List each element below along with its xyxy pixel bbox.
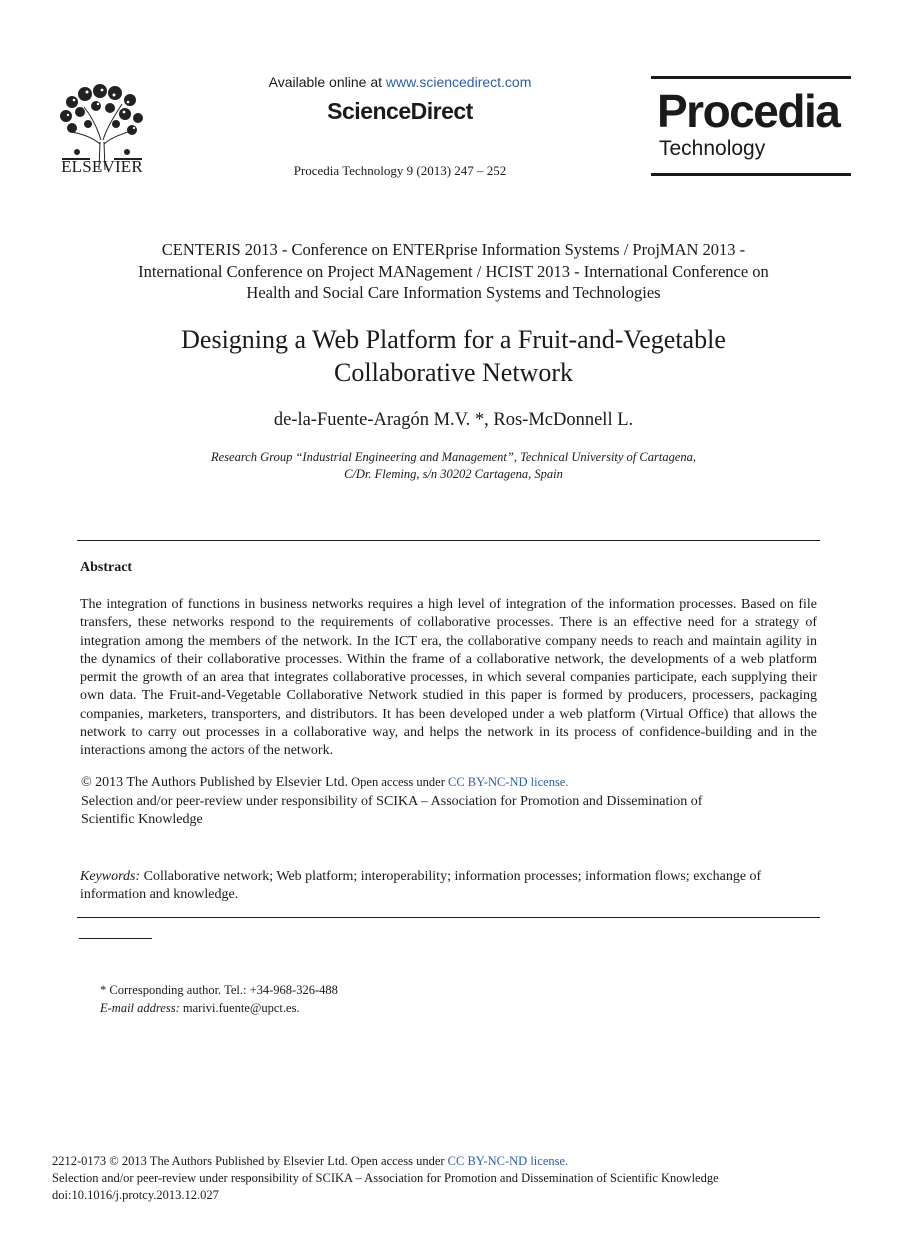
conference-block <box>60 239 847 304</box>
copyright-block <box>81 773 818 830</box>
footer-license-link[interactable]: CC BY-NC-ND license. <box>447 1154 569 1168</box>
paper-title <box>60 323 847 389</box>
corresponding-author: * Corresponding author. Tel.: +34-968-326-488 <box>100 983 338 997</box>
issn-text: 2212-0173 © 2013 The Authors Published by Elsevier Ltd. Open access under <box>52 1154 448 1168</box>
journal-logo-bottom-rule <box>651 173 851 176</box>
email-line <box>100 1000 700 1018</box>
copyright-main: © 2013 The Authors Published by Elsevier Ltd. <box>81 775 349 790</box>
title-line: Collaborative Network <box>334 358 573 387</box>
journal-logo-top-rule <box>651 76 851 79</box>
authors: de-la-Fuente-Aragón M.V. *, Ros-McDonnell L. <box>273 410 634 430</box>
peer-review-line: Scientific Knowledge <box>81 812 203 827</box>
issn-line <box>52 1153 872 1170</box>
bottom-divider <box>77 917 820 918</box>
availability-line <box>200 74 600 90</box>
journal-logo <box>651 76 851 176</box>
email-value: marivi.fuente@upct.es. <box>179 1000 300 1015</box>
footnote-rule <box>79 938 152 939</box>
platform-name: ScienceDirect <box>327 98 473 124</box>
conference-line: Health and Social Care Information Systems and Technologies <box>246 283 661 302</box>
affiliation-line: C/Dr. Fleming, s/n 30202 Cartagena, Spain <box>344 467 563 481</box>
email-label: E-mail address: <box>100 1000 180 1015</box>
affiliation <box>60 449 847 483</box>
title-line: Designing a Web Platform for a Fruit-and-Vegetable <box>181 325 726 354</box>
page-footer <box>52 1153 872 1204</box>
license-link[interactable]: CC BY-NC-ND license. <box>448 775 569 789</box>
keywords-text: Collaborative network; Web platform; interoperability; information processes; information flows; exchange of information and knowledge. <box>80 869 762 902</box>
affiliation-line: Research Group “Industrial Engineering and Management”, Technical University of Cartagena, <box>210 450 697 464</box>
footnote <box>100 982 700 1017</box>
availability-prefix: Available online at <box>268 74 386 90</box>
publisher-logo-text: ELSEVIER <box>61 157 143 176</box>
abstract-text: The integration of functions in business networks requires a high level of integration of the information processes. Based on file transfers, these networks respond to the requirements of collaborative processes. There is an effective need for a strategy of integration among the members of the network. In the ICT era, the collaborative company needs to reach and maintain agility in the dynamics of their collaborative processes. Within the frame of a collaborative network, the developments of a web platform permit the growth of an area that integrates collaborative processes, in which several companies participate, each supplying their own data. The Fruit-and-Vegetable Collaborative Network studied in this paper is formed by producers, processers, packaging companies, marketers, transporters, and distributors. It has been developed under a web platform (Virtual Office) that allows the network to carry out processes in a collaborative way, and helps the network in its process of confidence-building and in the interactions among the actors of the network. <box>80 597 817 759</box>
keywords-label: Keywords: <box>80 869 141 884</box>
journal-reference: Procedia Technology 9 (2013) 247 – 252 <box>293 163 507 178</box>
footer-review-line: Selection and/or peer-review under responsibility of SCIKA – Association for Promotion and Dissemination of Scientific Knowledge <box>52 1171 719 1185</box>
journal-logo-subtitle: Technology <box>659 137 766 160</box>
conference-line: CENTERIS 2013 - Conference on ENTERprise Information Systems / ProjMAN 2013 - <box>161 240 746 259</box>
open-access-text: Open access under <box>348 775 448 789</box>
journal-logo-title: Procedia <box>657 85 840 137</box>
keywords <box>80 868 817 904</box>
sciencedirect-link[interactable]: www.sciencedirect.com <box>385 74 532 90</box>
abstract-heading: Abstract <box>80 560 133 575</box>
top-divider <box>77 540 820 541</box>
doi: doi:10.1016/j.protcy.2013.12.027 <box>52 1188 219 1202</box>
conference-line: International Conference on Project MANagement / HCIST 2013 - International Conference on <box>138 261 769 281</box>
peer-review-line: Selection and/or peer-review under responsibility of SCIKA – Association for Promotion and Dissemination of <box>81 793 703 809</box>
copyright-line <box>81 773 818 793</box>
